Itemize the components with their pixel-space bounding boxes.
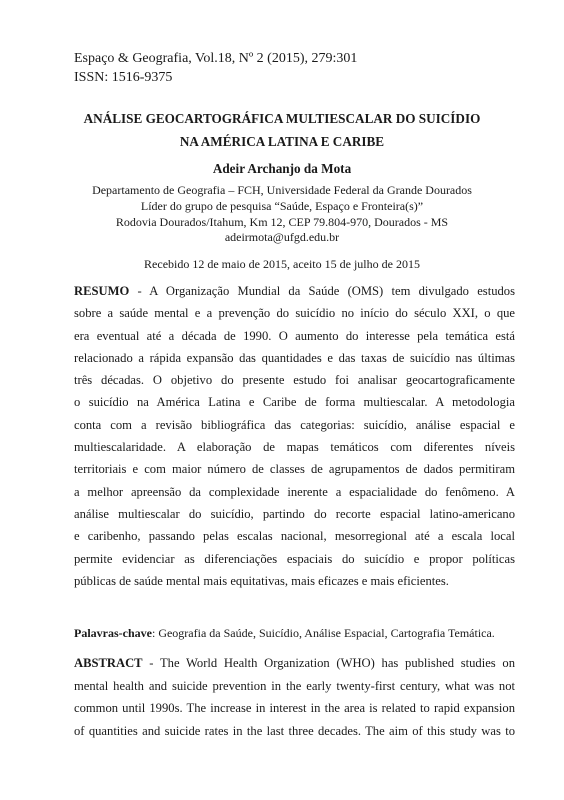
abstract-line: common until 1990s. The increase in interest in the area is related to rapid expansion: [74, 701, 515, 716]
journal-issn: ISSN: 1516-9375: [74, 70, 173, 85]
keywords: [74, 626, 534, 641]
resumo-label: RESUMO: [74, 284, 130, 298]
resumo-line: e caribenho, passando pelas escalas nacional, mesorregional até a escala local: [74, 529, 515, 544]
received-dates: Recebido 12 de maio de 2015, aceito 15 de julho de 2015: [144, 257, 420, 271]
resumo-line: conta com a revisão bibliográfica das categorias: suicídio, análise espacial e: [74, 417, 515, 432]
resumo-line: multiescalaridade. A elaboração de mapas temáticos com diferentes níveis: [74, 440, 515, 455]
resumo-line: análise multiescalar do suicídio, partindo do recorte espacial latino-americano: [74, 506, 515, 521]
author-affiliation: [40, 183, 524, 246]
keywords-label: Palavras-chave: [74, 626, 152, 640]
abstract-label: ABSTRACT: [74, 656, 143, 670]
paper-title: [60, 107, 504, 153]
abstract-line: of quantities and suicide rates in the last three decades. The aim of this study was to: [74, 723, 515, 738]
paper-title-line-1: ANÁLISE GEOCARTOGRÁFICA MULTIESCALAR DO SUICÍDIO: [83, 111, 481, 126]
resumo-line: públicas de saúde mental mais equitativas, mais eficazes e mais eficientes.: [74, 573, 449, 588]
affiliation-research-group: Líder do grupo de pesquisa “Saúde, Espaço e Fronteira(s)”: [140, 198, 424, 213]
affiliation-department: Departamento de Geografia – FCH, Universidade Federal da Grande Dourados: [92, 183, 472, 197]
resumo-line: sobre a saúde mental e a prevenção do suicídio no início do século XXI, o que: [74, 306, 515, 321]
resumo-line: relacionado a rápida expansão das quantidades e das taxas de suicídio nas últimas: [74, 350, 515, 365]
affiliation-email: adeirmota@ufgd.edu.br: [224, 230, 340, 245]
resumo-line: territoriais e com maior número de classes de agrupamentos de dados permitiram: [74, 462, 515, 477]
resumo-line: o suicídio na América Latina e Caribe de forma multiescalar. A metodologia: [74, 395, 515, 410]
resumo-line: três décadas. O objetivo do presente estudo foi analisar geocartograficamente: [74, 373, 515, 388]
resumo-line: RESUMO - A Organização Mundial da Saúde (OMS) tem divulgado estudos: [74, 284, 515, 298]
abstract-paragraph: [74, 652, 515, 742]
journal-citation: Espaço & Geografia, Vol.18, Nº 2 (2015), 279:301: [74, 51, 358, 66]
resumo-paragraph: [74, 280, 515, 592]
author-name: Adeir Archanjo da Mota: [212, 161, 352, 176]
resumo-line: a melhor apreensão da complexidade inerente a espacialidade do fenômeno. A: [74, 484, 515, 499]
abstract-line: mental health and suicide prevention in the early twenty-first century, what was not: [74, 678, 515, 693]
affiliation-address: Rodovia Dourados/Itahum, Km 12, CEP 79.804-970, Dourados - MS: [115, 214, 449, 229]
journal-header: [74, 49, 357, 87]
abstract-line: ABSTRACT - The World Health Organization (WHO) has published studies on: [74, 656, 515, 670]
keywords-list: : Geografia da Saúde, Suicídio, Análise Espacial, Cartografia Temática.: [151, 626, 495, 640]
paper-title-line-2: NA AMÉRICA LATINA E CARIBE: [179, 134, 385, 149]
resumo-line: permite evidenciar as diferenciações espaciais do suicídio e propor políticas: [74, 551, 515, 566]
resumo-line: era eventual até a década de 1990. O aumento do interesse pela temática está: [74, 328, 515, 343]
